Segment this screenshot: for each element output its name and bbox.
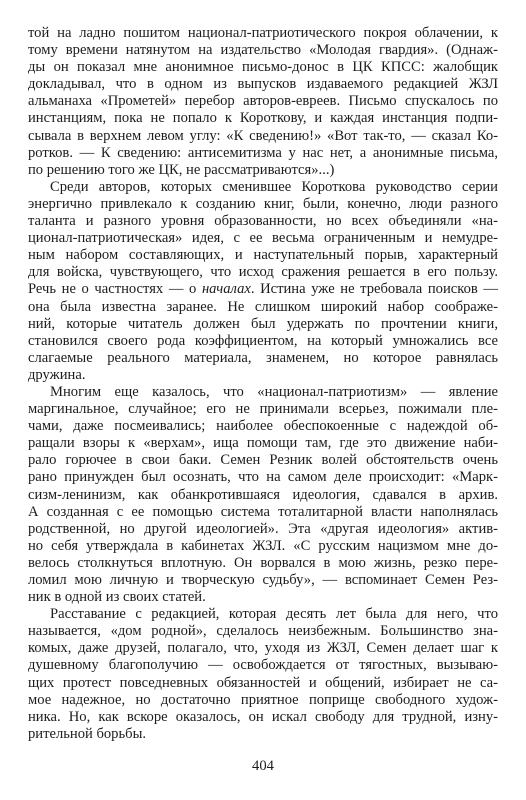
text-line: ционал-патриотическая» идея, с ее весьма ограниченным и немудре- <box>28 230 498 247</box>
text-line: душевному благополучию — освобождается от тягостных, вызываю- <box>28 657 498 674</box>
text-run: Речь не о частностях — о <box>28 281 202 298</box>
italic-word: началах <box>201 281 251 298</box>
text-line: она была известна заранее. Не слишком широкий набор соображе- <box>28 298 498 315</box>
text-line: мое надежное, но достаточно приятное поприще свободного худож- <box>28 691 498 708</box>
paragraph-4 <box>28 606 498 743</box>
text-line: той на ладно пошитом национал-патриотического покроя облачении, к <box>28 25 498 41</box>
text-line: родственной, но другой идеологией». Эта «другая идеология» актив- <box>28 520 498 537</box>
text-line: ным набором составляющих, и наступательный порыв, характерный <box>28 247 498 264</box>
text-line: щих протест повседневных обязанностей и общений, избирает не са- <box>28 674 498 691</box>
body-text <box>28 25 498 743</box>
text-line: ротков. — К сведению: антисемитизма у нас нет, а анонимные письма, <box>28 144 498 161</box>
text-line: ник в одной из своих статей. <box>28 589 206 606</box>
text-line: велось столкнуться вплотную. Он ворвался в мою жизнь, резко пере- <box>28 554 498 571</box>
page-number: 404 <box>252 758 274 774</box>
text-line: становился своего рода коэффициентом, на который умножались все <box>28 332 498 349</box>
text-line: ний, которые читатель должен был удержать по прочтении книги, <box>28 315 498 332</box>
text-run: . Истина уже не требовала поисков — <box>250 281 499 298</box>
paragraph-3 <box>28 384 498 606</box>
text-line: маргинальное, случайное; его не принимали всерьез, пожимали пле- <box>28 401 498 418</box>
text-line: для войска, чувствующего, что исход сражения решается в его пользу. <box>28 264 498 281</box>
text-line: по решению того же ЦК, не рассматриваются»...) <box>28 161 335 178</box>
text-line: рительной борьбы. <box>28 725 147 742</box>
paragraph-1 <box>28 25 498 179</box>
text-line: ломил мою личную и творческую судьбу», — вспоминает Семен Рез- <box>28 572 498 588</box>
text-line: рало горючее в свои баки. Семен Резник волей обстоятельств очень <box>28 452 498 469</box>
text-line: тому времени натянутом на издательство «Молодая гвардия». (Однаж- <box>28 42 498 59</box>
text-line: сывала в верхнем левом углу: «К сведению!» «Вот так-то, — сказал Ко- <box>28 127 498 144</box>
text-line-with-italic <box>28 281 498 298</box>
text-line: альманаха «Прометей» перебор авторов-евреев. Письмо спускалось по <box>28 93 498 110</box>
text-line: чами, даже посмеивались; наиболее обеспокоенные с надеждой об- <box>28 418 498 435</box>
text-line: ника. Но, как вскоре оказалось, он искал свободу для трудной, изну- <box>28 708 498 725</box>
text-line: А созданная с ее помощью система тоталитарной власти наполнялась <box>28 503 498 520</box>
text-line: Расставание с редакцией, которая десять лет была для него, что <box>50 606 498 623</box>
text-line: энергично привлекало к созданию книг, были, конечно, люди разного <box>28 195 498 212</box>
text-line: сизм-ленинизм, как обанкротившаяся идеология, сдавался в архив. <box>28 486 498 503</box>
paragraph-2 <box>28 179 498 384</box>
text-line: таланта и разного уровня образованности, но всех объединяли «на- <box>28 213 498 230</box>
text-line: инстанциям, пока не попало к Короткову, и каждая инстанция подпи- <box>28 110 498 127</box>
text-line: Многим еще казалось, что «национал-патриотизм» — явление <box>50 383 498 400</box>
text-line: ращали взоры к «верхам», ища помощи там, где это движение наби- <box>28 435 498 452</box>
text-line: комых, даже друзей, полагало, что, уходя из ЖЗЛ, Семен делает шаг к <box>28 640 498 657</box>
text-line: ды он показал мне анонимное письмо-донос в ЦК КПСС: жалобщик <box>28 59 498 76</box>
text-line: Среди авторов, которых сменившее Короткова руководство серии <box>50 178 498 195</box>
text-line: докладывал, что в одном из выпусков издаваемого редакцией ЖЗЛ <box>28 76 498 93</box>
text-line: слагаемые реального материала, знаменем, но которое равнялась <box>28 349 498 366</box>
text-line: но себя утверждала в кабинетах ЖЗЛ. «С русским нацизмом мне до- <box>28 537 498 554</box>
text-line: рано принужден был осознать, что на самом деле происходит: «Марк- <box>28 469 498 486</box>
text-line: называется, «дом родной», сделалось неизбежным. Большинство зна- <box>28 623 498 640</box>
text-line: дружина. <box>28 366 86 383</box>
